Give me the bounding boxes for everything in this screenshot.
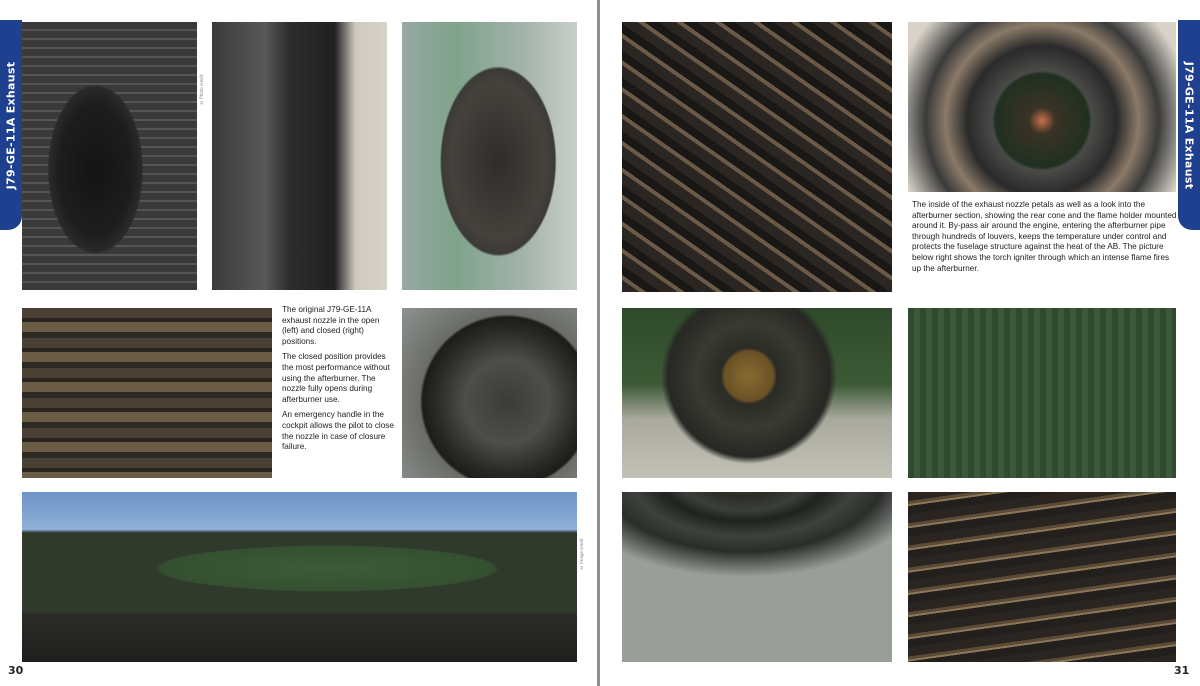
caption-paragraph: An emergency handle in the cockpit allows the pilot to close the nozzle in case of closure failure. (282, 410, 394, 452)
photo-fighter-engine-removed (22, 492, 577, 662)
caption-paragraph: The original J79-GE-11A exhaust nozzle in the open (left) and closed (right) positions. (282, 305, 380, 346)
photo-credit: © Photo credit (199, 74, 204, 105)
photo-nozzle-petals-closeup (22, 308, 272, 478)
photo-credit: © Image credit (579, 538, 584, 570)
photo-afterburner-section (908, 22, 1176, 192)
right-page (600, 0, 1200, 686)
section-tab-title: J79-GE-11A Exhaust (1182, 61, 1196, 189)
photo-afterburner-liner (908, 308, 1176, 478)
caption-paragraph: The closed position provides the most performance without using the afterburner. The nozzle fully opens during afterburner use. (282, 352, 390, 404)
photo-nozzle-open (22, 22, 197, 290)
caption-paragraph: The inside of the exhaust nozzle petals as well as a look into the afterburner section, showing the rear cone and the flame holder mounted around it. By-pass air around the engine, entering the afterburner pipe through hundreds of louvers, keeps the temperature under control and protects the fuselage structure against the heat of the AB. The picture below right shows the torch igniter through which an intense flame fires up the afterburner. (912, 200, 1177, 273)
section-tab-left (0, 20, 22, 230)
photo-torch-igniter (908, 492, 1176, 662)
photo-nozzle-closed (212, 22, 387, 290)
caption-right (912, 200, 1180, 279)
photo-nozzle-oblique (402, 22, 577, 290)
photo-nozzle-petals-inside (622, 22, 892, 292)
photo-rear-cone (622, 308, 892, 478)
page-number-right: 31 (1174, 664, 1190, 677)
section-tab-right (1178, 20, 1200, 230)
page-number-left: 30 (8, 664, 24, 677)
left-page (0, 0, 597, 686)
photo-aft-fuselage-ring (402, 308, 577, 478)
caption-left (282, 305, 394, 458)
section-tab-title: J79-GE-11A Exhaust (4, 61, 18, 189)
photo-flame-holder-detail (622, 492, 892, 662)
